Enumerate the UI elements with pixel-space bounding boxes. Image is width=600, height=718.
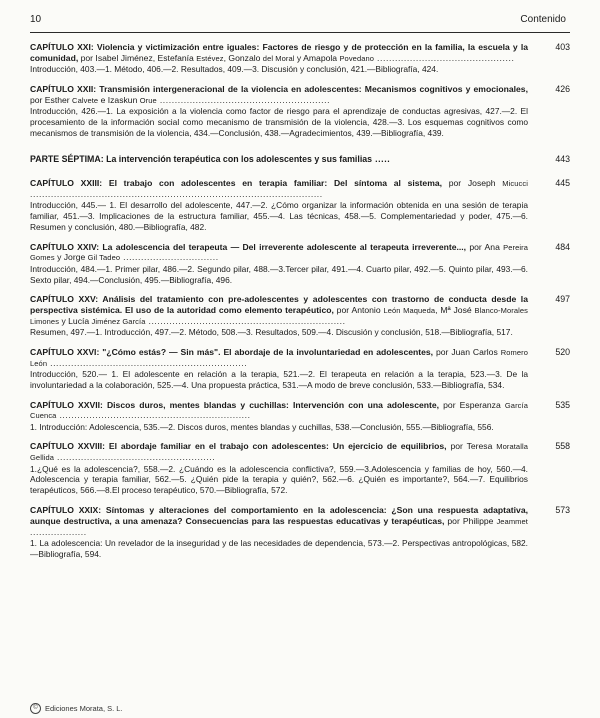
page-number[interactable]: 558 bbox=[555, 441, 570, 452]
leader-dots: .................................................................. bbox=[145, 316, 346, 327]
author-surname: Pereira Gomes bbox=[30, 242, 528, 263]
toc-entry-line bbox=[30, 294, 528, 327]
leader-dots: .................................................................. bbox=[47, 357, 248, 368]
toc-entry-line bbox=[30, 400, 528, 422]
author-surname: Estévez bbox=[196, 53, 224, 63]
chapter-author: por Esther bbox=[30, 94, 73, 105]
page-number[interactable]: 535 bbox=[555, 399, 570, 410]
toc-entry[interactable] bbox=[30, 505, 570, 560]
chapter-sections: 1.¿Qué es la adolescencia?, 558.—2. ¿Cuándo es la adolescencia conflictiva?, 559.—3.Adolescencia y familias de hoy, 560.—4. Adolescencia y terapia familiar, 562.—5. ¿Quién pide la terapia y quién?, 562.—6. ¿Quién es importante?, 564.—7. Equilibrios terapéuticos, 566.—8.El proceso terapéutico, 570.—Bibliografía, 572. bbox=[30, 463, 528, 496]
chapter-label: CAPÍTULO XXI: bbox=[30, 42, 94, 52]
author-surname: Calvete bbox=[72, 95, 99, 105]
chapter-title: El abordaje familiar en el trabajo con adolescentes: Un ejercicio de equilibrios, bbox=[105, 441, 447, 452]
toc-entry[interactable] bbox=[30, 347, 570, 391]
author-surname: del Moral bbox=[262, 53, 295, 63]
leader-dots: ......................................................... bbox=[156, 94, 331, 105]
author-surname: Orue bbox=[139, 95, 157, 105]
leader-dots: ................... bbox=[30, 526, 87, 537]
toc-entry-line bbox=[30, 178, 528, 200]
author-surname: Blanco-Morales Limones bbox=[30, 306, 528, 327]
toc-entry[interactable] bbox=[30, 242, 570, 286]
toc-entry[interactable] bbox=[30, 441, 570, 496]
chapter-label: CAPÍTULO XXVIII: bbox=[30, 441, 106, 452]
chapter-label: CAPÍTULO XXIV: bbox=[30, 241, 100, 252]
toc-entry-line bbox=[30, 347, 528, 369]
author-connector: y Amapola bbox=[294, 52, 340, 63]
toc-entry[interactable] bbox=[30, 42, 570, 75]
author-surname: García Cuenca bbox=[30, 400, 528, 421]
chapter-title: El trabajo con adolescentes en terapia familiar: Del síntoma al sistema, bbox=[102, 177, 443, 188]
toc-entry-line bbox=[30, 441, 528, 463]
chapter-sections: Introducción, 403.—1. Método, 406.—2. Resultados, 409.—3. Discusión y conclusión, 421.—Bibliografía, 424. bbox=[30, 64, 439, 75]
author-surname: Romero León bbox=[30, 347, 528, 368]
author-connector: y Jorge bbox=[54, 252, 88, 263]
page-number[interactable]: 520 bbox=[555, 346, 570, 357]
toc-entry[interactable] bbox=[30, 294, 570, 338]
chapter-title: Transmisión intergeneracional de la violencia en adolescentes: Mecanismos cognitivos y emocionales, bbox=[96, 83, 528, 94]
toc-entry[interactable] bbox=[30, 84, 570, 139]
author-connector: , Mª José bbox=[435, 305, 475, 316]
toc-entries bbox=[0, 33, 600, 560]
page-number[interactable]: 403 bbox=[555, 42, 570, 52]
page-footer bbox=[30, 703, 123, 714]
chapter-label: CAPÍTULO XXVI: bbox=[30, 346, 100, 357]
toc-entry[interactable] bbox=[30, 400, 570, 433]
chapter-title: Síntomas y alteraciones del comportamiento en la adolescencia: ¿Son una respuesta adaptativa, aunque destructiva, a una amenaza? Consecuencias para las respuestas educativas y terapéuticas, bbox=[30, 504, 528, 526]
chapter-label: CAPÍTULO XXV: bbox=[30, 294, 99, 305]
chapter-author: por Joseph bbox=[442, 177, 503, 188]
author-connector: y Lucía bbox=[59, 316, 92, 327]
chapter-title: La adolescencia del terapeuta — Del irreverente adolescente al terapeuta irreverente..., bbox=[99, 241, 467, 252]
chapter-title: Discos duros, mentes blandas y cuchillas: Intervención con una adolescente, bbox=[102, 399, 440, 410]
toc-part-heading[interactable] bbox=[30, 154, 570, 165]
toc-entry-line bbox=[30, 42, 528, 64]
chapter-sections: Introducción, 445.— 1. El desarrollo del adolescente, 447.—2. ¿Cómo organizar la información obtenida en una sesión de terapia familiar, 451.—3. Implicaciones de la estructura familiar, 455.—4. Las técnicas, 458.—5. Complementariedad y poder, 475.—6. Resumen y conclusión, 480.—Bibliografía, 482. bbox=[30, 200, 528, 233]
toc-entry-line bbox=[30, 242, 528, 264]
leader-dots: ..................................................... bbox=[54, 452, 216, 463]
toc-entry-line bbox=[30, 84, 528, 106]
author-connector: , Gonzalo bbox=[223, 52, 263, 63]
part-title: La intervención terapéutica con los adolescentes y sus familias bbox=[103, 153, 373, 164]
leader-dots: ................................ bbox=[120, 252, 219, 263]
author-surname: Gil Tadeo bbox=[87, 253, 121, 263]
chapter-sections: Resumen, 497.—1. Introducción, 497.—2. Método, 508.—3. Resultados, 509.—4. Discusión y conclusión, 518.—Bibliografía, 517. bbox=[30, 327, 513, 338]
page-folio: 10 bbox=[30, 14, 42, 25]
page-number[interactable]: 497 bbox=[555, 294, 570, 305]
chapter-sections: Introducción, 484.—1. Primer pilar, 486.—2. Segundo pilar, 488.—3.Tercer pilar, 491.—4. Cuarto pilar, 492.—5. Quinto pilar, 493.—6. Sexto pilar, 494.—Conclusión, 495.—Bibliografía, 496. bbox=[30, 263, 528, 285]
chapter-label: CAPÍTULO XXII: bbox=[30, 83, 97, 94]
chapter-author: por Ana bbox=[466, 241, 504, 252]
running-title: Contenido bbox=[520, 14, 566, 25]
toc-entry-line bbox=[30, 505, 528, 538]
chapter-title: "¿Cómo estás? — Sin más". El abordaje de la involuntariedad en adolescentes, bbox=[99, 346, 434, 357]
page-number[interactable]: 445 bbox=[555, 177, 570, 188]
page-number[interactable]: 426 bbox=[555, 83, 570, 94]
author-surname: Jeammet bbox=[496, 516, 528, 526]
author-surname: León Maqueda bbox=[383, 306, 436, 316]
chapter-sections: 1. Introducción: Adolescencia, 535.—2. Discos duros, mentes blandas y cuchillas, 538.—Conclusión, 555.—Bibliografía, 556. bbox=[30, 421, 494, 432]
chapter-author: por Esperanza bbox=[439, 399, 505, 410]
page-header bbox=[0, 0, 600, 25]
leader-dots: .................................................................................................. bbox=[30, 188, 323, 199]
chapter-sections: Introducción, 426.—1. La exposición a la violencia como factor de riesgo para el aprendizaje de conductas agresivas, 427.—2. El procesamiento de la información social como mecanismo de transmisión de la violencia, 428.—3. Los esquemas cognitivos como mecanismos de transmisión de la violencia, 434.—Conclusión, 438.—Agradecimientos, 439.—Bibliografía, 439. bbox=[30, 106, 528, 138]
author-surname: Moratalla Gellida bbox=[30, 442, 528, 463]
author-surname: Jiménez García bbox=[91, 317, 146, 327]
page-number[interactable]: 443 bbox=[555, 153, 570, 164]
chapter-label: CAPÍTULO XXIX: bbox=[30, 504, 102, 515]
copyright-icon: © bbox=[30, 703, 41, 714]
leader-dots: ................................................................ bbox=[56, 410, 251, 421]
chapter-label: CAPÍTULO XXVII: bbox=[30, 399, 103, 410]
chapter-sections: Introducción, 520.— 1. El adolescente en relación a la terapia, 521.—2. El terapeuta en relación a la terapia, 523.—3. De la involuntariedad a la colaboración, 525.—4. Una propuesta práctica, 531.—A modo de breve conclusión, 533.—Bibliografía, 534. bbox=[30, 369, 528, 391]
page-number[interactable]: 484 bbox=[555, 241, 570, 252]
author-connector: e Izaskun bbox=[98, 94, 140, 105]
page-number[interactable]: 573 bbox=[555, 504, 570, 515]
leader-dots: .............................................. bbox=[374, 52, 515, 63]
publisher-name: Ediciones Morata, S. L. bbox=[45, 704, 123, 713]
chapter-label: CAPÍTULO XXIII: bbox=[30, 177, 103, 188]
chapter-author: por Juan Carlos bbox=[433, 346, 501, 357]
part-label: PARTE SÉPTIMA: bbox=[30, 153, 104, 164]
author-surname: Micucci bbox=[502, 178, 528, 188]
chapter-title: Violencia y victimización entre iguales: Factores de riesgo y de protección en la familia, la escuela y la comunidad, bbox=[30, 42, 528, 63]
leader-dots: ..... bbox=[372, 153, 391, 164]
chapter-title: Análisis del tratamiento con pre-adolescentes y adolescentes con trastorno de conducta desde la perspectiva sistémica. El uso de la autoridad como elemento terapéutico, bbox=[30, 294, 528, 316]
toc-entry[interactable] bbox=[30, 178, 570, 233]
chapter-author: por Isabel Jiménez, Estefanía bbox=[78, 52, 197, 63]
author-surname: Povedano bbox=[339, 53, 375, 63]
chapter-author: por Philippe bbox=[444, 515, 497, 526]
chapter-sections: 1. La adolescencia: Un revelador de la inseguridad y de las necesidades de dependencia, 573.—2. Perspectivas antropológicas, 582.—Bibliografía, 594. bbox=[30, 538, 528, 559]
chapter-author: por Antonio bbox=[333, 305, 384, 316]
part-line bbox=[30, 154, 528, 165]
chapter-author: por Teresa bbox=[446, 441, 497, 452]
